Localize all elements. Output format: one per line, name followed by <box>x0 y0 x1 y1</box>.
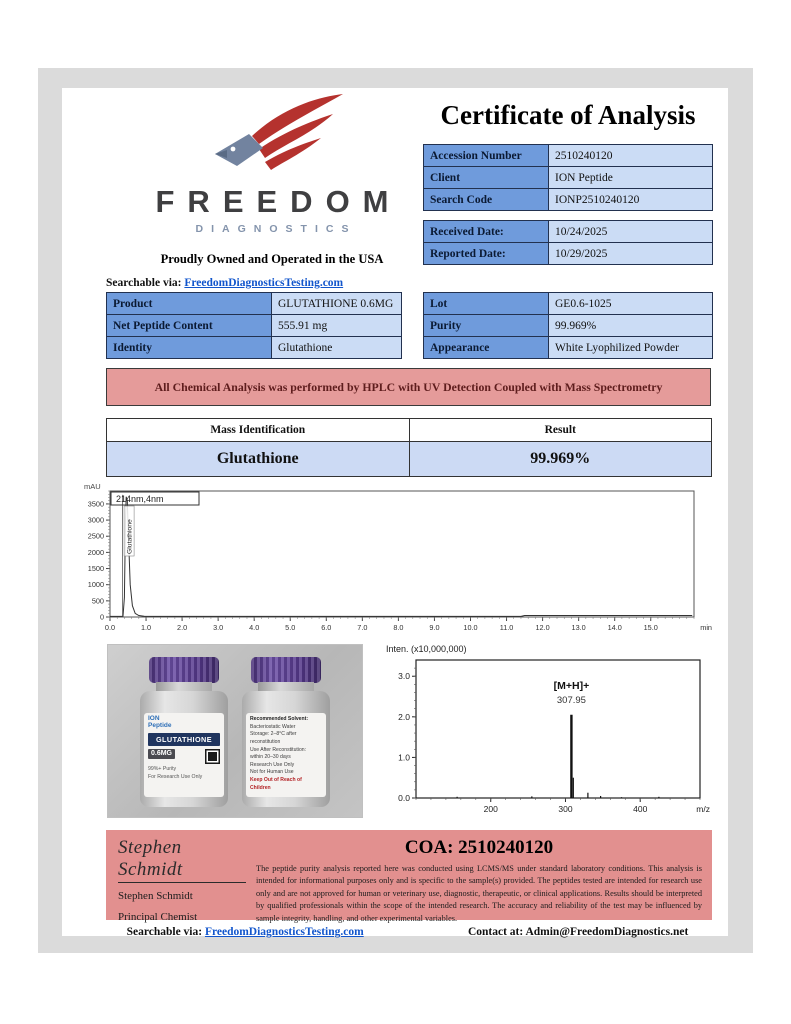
date-table <box>423 220 713 265</box>
svg-text:0: 0 <box>99 612 104 622</box>
result-value: 99.969% <box>409 442 712 477</box>
tagline: Proudly Owned and Operated in the USA <box>160 252 384 266</box>
vial-brand-line1: ION <box>148 715 160 722</box>
vial-back-label <box>246 713 326 797</box>
document-frame <box>38 68 753 953</box>
svg-text:2.0: 2.0 <box>398 711 410 722</box>
svg-text:500: 500 <box>91 596 104 606</box>
vial-cap <box>251 657 321 683</box>
vial-back <box>242 657 330 807</box>
svg-text:200: 200 <box>483 804 498 814</box>
svg-text:m/z: m/z <box>696 804 710 814</box>
svg-text:11.0: 11.0 <box>499 623 514 632</box>
vial-back-text-line: Not for Human Use <box>250 769 294 776</box>
vial-back-text-line: Research Use Only <box>250 761 295 768</box>
accession-value: 2510240120 <box>549 145 713 167</box>
purity-value: 99.969% <box>549 315 713 337</box>
disclaimer-text: The peptide purity analysis reported here was conducted using LCMS/MS under standard laboratory conditions. This analysis is intended for informational purposes only and is specific to the sample(s) provided. The peptides tested are intended for research use only and are not approved for human or veterinary use, diagnostic, therapeutic, or clinical applications. Results should be interpreted by qualified professionals within the scope of the intended research. The accuracy and reliability of the test may be influenced by sample integrity, handling, and other experimental variables. <box>256 864 702 923</box>
certificate-page <box>62 88 728 936</box>
accession-table <box>423 144 713 211</box>
logo-wordmark: FREEDOM <box>155 184 402 219</box>
search-code-label: Search Code <box>424 189 549 211</box>
searchable-label: Searchable via: <box>106 277 182 289</box>
vial-purity-line: 99%+ Purity <box>148 765 177 772</box>
chromatogram-svg <box>72 481 716 637</box>
vial-body <box>242 691 330 807</box>
svg-text:mAU: mAU <box>84 482 101 491</box>
svg-text:[M+H]+: [M+H]+ <box>553 679 590 692</box>
lot-label: Lot <box>424 293 549 315</box>
svg-text:3000: 3000 <box>87 515 104 525</box>
net-content-label: Net Peptide Content <box>107 315 272 337</box>
svg-text:12.0: 12.0 <box>535 623 550 632</box>
vial-back-text-line: Bacteriostatic Water <box>250 723 296 730</box>
svg-text:13.0: 13.0 <box>571 623 586 632</box>
vial-brand-line2: Peptide <box>148 721 172 729</box>
svg-text:0.0: 0.0 <box>104 623 116 632</box>
page-footer <box>62 926 728 938</box>
svg-text:3500: 3500 <box>87 499 104 509</box>
svg-text:9.0: 9.0 <box>429 623 440 632</box>
mass-id-value: Glutathione <box>107 442 410 477</box>
svg-text:0.0: 0.0 <box>398 793 410 803</box>
table-header-row <box>107 419 712 442</box>
table-row <box>107 293 402 315</box>
svg-text:14.0: 14.0 <box>607 623 622 632</box>
svg-text:7.0: 7.0 <box>357 623 368 632</box>
vial-back-text-line: within 20–30 days <box>250 754 291 761</box>
table-row <box>107 315 402 337</box>
appearance-label: Appearance <box>424 337 549 359</box>
vial-back-text-line: Use After Reconstitution: <box>250 746 307 753</box>
svg-text:214nm,4nm: 214nm,4nm <box>116 494 164 504</box>
spec-table <box>423 292 713 359</box>
svg-text:4.0: 4.0 <box>249 623 260 632</box>
svg-text:1.0: 1.0 <box>398 752 410 763</box>
client-value: ION Peptide <box>549 167 713 189</box>
vial-front-label <box>144 713 224 797</box>
vial-back-text-line: Recommended Solvent: <box>250 716 309 722</box>
reported-date-value: 10/29/2025 <box>549 243 713 265</box>
svg-text:2000: 2000 <box>87 547 104 557</box>
vial-product-name: GLUTATHIONE <box>148 733 220 746</box>
svg-text:5.0: 5.0 <box>285 623 296 632</box>
svg-text:307.95: 307.95 <box>556 694 586 706</box>
footer-contact: Contact at: Admin@FreedomDiagnostics.net <box>467 926 689 938</box>
table-row <box>107 442 712 477</box>
svg-text:400: 400 <box>633 804 648 814</box>
svg-text:1000: 1000 <box>87 580 104 590</box>
accession-label: Accession Number <box>424 145 549 167</box>
table-row <box>424 337 713 359</box>
product-label: Product <box>107 293 272 315</box>
svg-text:Inten. (x10,000,000): Inten. (x10,000,000) <box>386 644 467 654</box>
svg-text:8.0: 8.0 <box>393 623 404 632</box>
signer-name: Stephen Schmidt <box>118 890 193 902</box>
appearance-value: White Lyophilized Powder <box>549 337 713 359</box>
table-row <box>424 189 713 211</box>
coa-number: COA: 2510240120 <box>404 837 554 858</box>
table-row <box>424 243 713 265</box>
footer-searchable-link[interactable]: FreedomDiagnosticsTesting.com <box>204 926 364 938</box>
mass-identification-table <box>106 418 712 477</box>
vial-back-text-line: Keep Out of Reach of Children <box>250 777 302 791</box>
signature-block <box>106 830 712 923</box>
svg-text:Glutathione: Glutathione <box>126 519 134 554</box>
vial-research-line: For Research Use Only <box>148 773 203 780</box>
mass-spectrum-svg <box>384 642 714 824</box>
analysis-method-banner <box>106 368 711 406</box>
table-row <box>424 167 713 189</box>
svg-text:1.0: 1.0 <box>140 623 152 632</box>
product-value: GLUTATHIONE 0.6MG <box>272 293 402 315</box>
identity-value: Glutathione <box>272 337 402 359</box>
table-row <box>424 315 713 337</box>
table-row <box>424 145 713 167</box>
reported-date-label: Reported Date: <box>424 243 549 265</box>
result-header: Result <box>409 419 712 442</box>
svg-text:3.0: 3.0 <box>213 623 224 632</box>
footer-searchable-label: Searchable via: <box>126 926 203 938</box>
received-date-label: Received Date: <box>424 221 549 243</box>
vial-front <box>140 657 228 807</box>
table-row <box>424 221 713 243</box>
logo-block <box>90 94 454 267</box>
svg-text:1500: 1500 <box>87 564 104 574</box>
net-content-value: 555.91 mg <box>272 315 402 337</box>
vial-dose: 0.6MG <box>148 749 175 759</box>
page-title: Certificate of Analysis <box>440 100 696 130</box>
received-date-value: 10/24/2025 <box>549 221 713 243</box>
signature-script: Stephen Schmidt <box>118 837 246 883</box>
svg-text:2500: 2500 <box>87 531 104 541</box>
vial-back-text-line: Storage: 2–8°C after reconstitution <box>250 731 297 745</box>
product-table <box>106 292 402 359</box>
searchable-link[interactable]: FreedomDiagnosticsTesting.com <box>184 277 344 289</box>
svg-text:3.0: 3.0 <box>398 671 410 682</box>
table-row <box>107 337 402 359</box>
lot-value: GE0.6-1025 <box>549 293 713 315</box>
product-vials-photo <box>107 644 363 818</box>
identity-label: Identity <box>107 337 272 359</box>
client-label: Client <box>424 167 549 189</box>
svg-text:2.0: 2.0 <box>177 623 188 632</box>
logo-subtitle: DIAGNOSTICS <box>195 223 357 235</box>
vial-body <box>140 691 228 807</box>
svg-text:6.0: 6.0 <box>321 623 332 632</box>
banner-text: All Chemical Analysis was performed by HPLC with UV Detection Coupled with Mass Spectrometry <box>154 379 663 394</box>
mass-spectrum-chart <box>384 642 714 824</box>
search-code-value: IONP2510240120 <box>549 189 713 211</box>
table-row <box>424 293 713 315</box>
header-searchable <box>106 277 343 289</box>
svg-text:min: min <box>700 623 712 632</box>
eagle-flag-logo-icon <box>197 94 347 182</box>
signer-role: Principal Chemist <box>118 911 198 923</box>
qr-code-icon <box>205 749 220 764</box>
vial-cap <box>149 657 219 683</box>
svg-text:10.0: 10.0 <box>463 623 478 632</box>
mass-id-header: Mass Identification <box>107 419 410 442</box>
hplc-chromatogram-chart <box>72 481 716 637</box>
svg-text:300: 300 <box>558 804 573 814</box>
purity-label: Purity <box>424 315 549 337</box>
svg-text:15.0: 15.0 <box>643 623 658 632</box>
